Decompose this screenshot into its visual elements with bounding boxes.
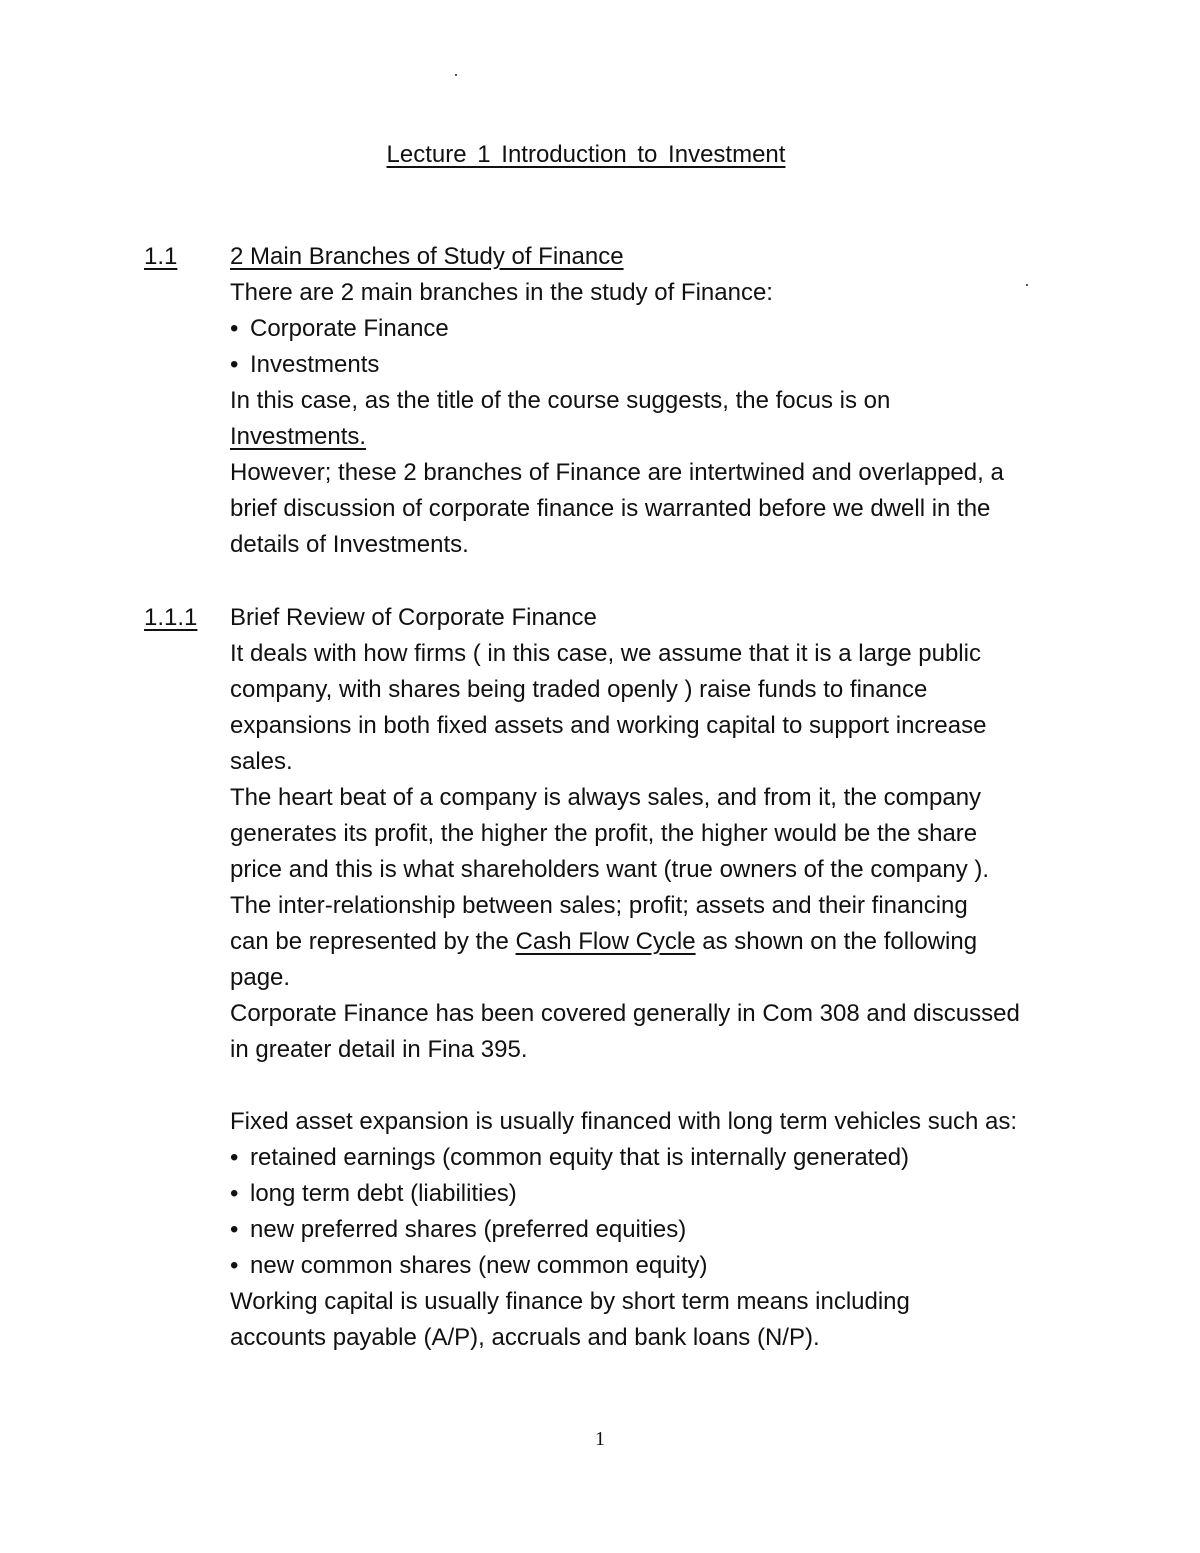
paragraph-line: page. (230, 964, 291, 991)
paragraph-line: expansions in both fixed assets and working capital to support increase (230, 712, 987, 739)
focus-term: Investments. (230, 423, 367, 450)
bullet-item: • retained earnings (common equity that is internally generated) (230, 1140, 1070, 1176)
cashflow-before: can be represented by the (230, 928, 516, 955)
section-heading: 2 Main Branches of Study of Finance (230, 243, 624, 270)
document-title: Lecture 1 Introduction to Investment (386, 141, 786, 168)
cashflow-term: Cash Flow Cycle (515, 928, 696, 955)
paragraph-line: price and this is what shareholders want (true owners of the company ). (230, 856, 990, 883)
section-body (230, 600, 1070, 1356)
section-body (230, 239, 1070, 563)
paragraph-line: company, with shares being traded openly ) raise funds to finance (230, 676, 928, 703)
paragraph-gap (230, 1068, 1070, 1104)
focus-line: In this case, as the title of the course suggests, the focus is on (230, 387, 891, 414)
cashflow-line (230, 924, 1070, 960)
paragraph-line: accounts payable (A/P), accruals and bank loans (N/P). (230, 1324, 820, 1351)
bullet-item: • new preferred shares (preferred equities) (230, 1212, 1070, 1248)
paragraph-line: sales. (230, 748, 293, 775)
paragraph-line: brief discussion of corporate finance is warranted before we dwell in the (230, 495, 991, 522)
paragraph-line: Corporate Finance has been covered generally in Com 308 and discussed (230, 1000, 1020, 1027)
section-number: 1.1.1 (144, 604, 198, 631)
cashflow-after: as shown on the following (695, 928, 978, 955)
section-number: 1.1 (144, 243, 178, 270)
paragraph-line: It deals with how firms ( in this case, we assume that it is a large public (230, 640, 981, 667)
paragraph-line: The heart beat of a company is always sales, and from it, the company (230, 784, 982, 811)
paragraph-line: in greater detail in Fina 395. (230, 1036, 528, 1063)
page-number: 1 (595, 1428, 605, 1450)
paragraph-line: generates its profit, the higher the profit, the higher would be the share (230, 820, 978, 847)
paragraph-line: Working capital is usually finance by short term means including (230, 1288, 910, 1315)
paragraph-line: details of Investments. (230, 531, 469, 558)
section-intro: There are 2 main branches in the study of Finance: (230, 279, 773, 306)
paragraph-line: The inter-relationship between sales; profit; assets and their financing (230, 892, 968, 919)
fixed-asset-intro: Fixed asset expansion is usually financed with long term vehicles such as: (230, 1108, 1018, 1135)
bullet-item: • new common shares (new common equity) (230, 1248, 1070, 1284)
bullet-item: • long term debt (liabilities) (230, 1176, 1070, 1212)
section-heading: Brief Review of Corporate Finance (230, 604, 597, 631)
bullet-item: • Corporate Finance (230, 311, 1070, 347)
bullet-item: • Investments (230, 347, 1070, 383)
scan-speck (455, 74, 457, 76)
paragraph-line: However; these 2 branches of Finance are intertwined and overlapped, a (230, 459, 1004, 486)
